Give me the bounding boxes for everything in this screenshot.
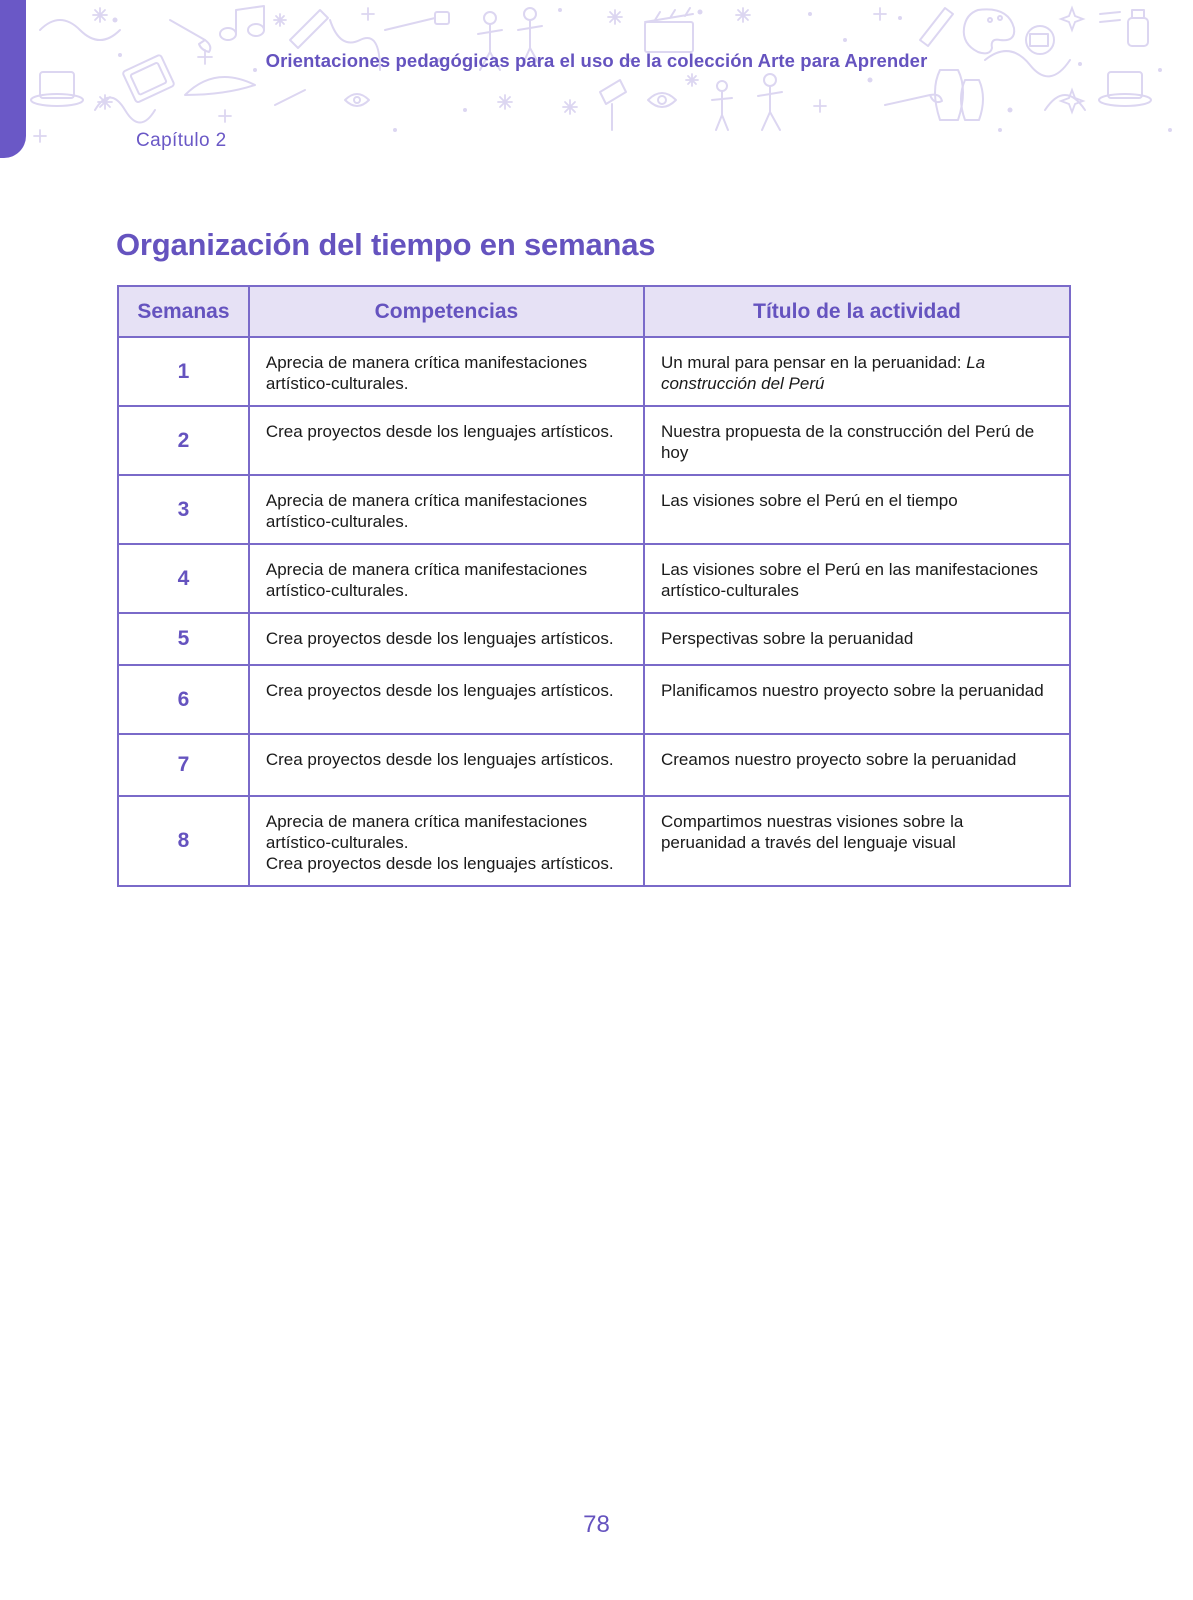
spotlight-icon xyxy=(600,80,626,130)
paintbrush-icon xyxy=(885,95,942,105)
titulo-cell xyxy=(644,665,1070,734)
titulo-text: Planificamos nuestro proyecto sobre la peruanidad xyxy=(660,681,1044,700)
titulo-italic-text: La construcción del Perú xyxy=(660,353,986,393)
table-header-row xyxy=(118,286,1070,337)
vase-icon xyxy=(935,70,983,120)
competencia-text: Aprecia de manera crítica manifestaciones artístico-culturales. xyxy=(265,491,588,531)
titulo-cell xyxy=(644,544,1070,613)
week-number: 1 xyxy=(118,337,249,406)
music-note-icon xyxy=(220,6,264,40)
competencia-cell xyxy=(249,337,644,406)
table-row xyxy=(118,734,1070,796)
titulo-text: Perspectivas sobre la peruanidad xyxy=(660,629,914,648)
titulo-text: Las visiones sobre el Perú en el tiempo xyxy=(660,491,958,510)
competencia-text: Crea proyectos desde los lenguajes artísticos. xyxy=(265,854,614,873)
titulo-cell xyxy=(644,475,1070,544)
spray-bottle-icon xyxy=(1100,10,1148,46)
table-row xyxy=(118,475,1070,544)
titulo-cell xyxy=(644,734,1070,796)
table-row xyxy=(118,406,1070,475)
column-header-titulo: Título de la actividad xyxy=(644,286,1070,337)
competencia-text: Crea proyectos desde los lenguajes artísticos. xyxy=(265,422,614,441)
column-header-semanas: Semanas xyxy=(118,286,249,337)
competencia-cell xyxy=(249,734,644,796)
competencia-text: Crea proyectos desde los lenguajes artísticos. xyxy=(265,750,614,769)
paint-tube-icon xyxy=(290,10,328,48)
week-number: 3 xyxy=(118,475,249,544)
competencia-text: Aprecia de manera crítica manifestaciones artístico-culturales. xyxy=(265,812,588,852)
top-hat-icon xyxy=(31,72,83,106)
week-number: 4 xyxy=(118,544,249,613)
titulo-cell xyxy=(644,406,1070,475)
section-heading: Organización del tiempo en semanas xyxy=(116,227,656,262)
chapter-tab-marker xyxy=(0,0,26,158)
titulo-cell xyxy=(644,337,1070,406)
table-row xyxy=(118,337,1070,406)
table-row xyxy=(118,544,1070,613)
competencia-cell xyxy=(249,613,644,665)
competencia-text: Crea proyectos desde los lenguajes artísticos. xyxy=(265,629,614,648)
paintbrush-icon xyxy=(170,20,210,52)
running-header-title: Orientaciones pedagógicas para el uso de la colección Arte para Aprender xyxy=(265,50,928,71)
titulo-text: Nuestra propuesta de la construcción del Perú de hoy xyxy=(660,422,1035,462)
competencia-cell xyxy=(249,544,644,613)
paint-tube-icon xyxy=(920,8,953,46)
week-number: 8 xyxy=(118,796,249,886)
top-hat-icon xyxy=(1099,72,1151,106)
eye-icon xyxy=(345,94,369,106)
page-number: 78 xyxy=(583,1511,610,1538)
titulo-text: Un mural para pensar en la peruanidad: xyxy=(660,353,967,372)
competencia-cell xyxy=(249,665,644,734)
table-row xyxy=(118,613,1070,665)
competencia-text: Aprecia de manera crítica manifestaciones artístico-culturales. xyxy=(265,353,588,393)
column-header-competencias: Competencias xyxy=(249,286,644,337)
competencia-text: Crea proyectos desde los lenguajes artísticos. xyxy=(265,681,614,700)
table-row xyxy=(118,665,1070,734)
eye-icon xyxy=(648,93,676,107)
week-number: 5 xyxy=(118,613,249,665)
chapter-label: Capítulo 2 xyxy=(136,130,227,151)
week-number: 2 xyxy=(118,406,249,475)
titulo-cell xyxy=(644,796,1070,886)
squiggle-icon xyxy=(40,20,120,40)
palette-icon xyxy=(964,9,1014,53)
competencia-cell xyxy=(249,796,644,886)
table-row xyxy=(118,796,1070,886)
week-number: 7 xyxy=(118,734,249,796)
titulo-text: Las visiones sobre el Perú en las manifestaciones artístico-culturales xyxy=(660,560,1039,600)
clapperboard-icon xyxy=(645,8,693,52)
week-number: 6 xyxy=(118,665,249,734)
dancer-icon xyxy=(758,74,782,130)
paintbrush-icon xyxy=(385,12,449,30)
competencia-cell xyxy=(249,475,644,544)
weeks-table xyxy=(117,285,1071,887)
dancer-icon xyxy=(712,81,732,130)
titulo-text: Creamos nuestro proyecto sobre la peruanidad xyxy=(660,750,1017,769)
competencia-cell xyxy=(249,406,644,475)
competencia-text: Aprecia de manera crítica manifestaciones artístico-culturales. xyxy=(265,560,588,600)
star-icon xyxy=(34,8,1083,142)
titulo-cell xyxy=(644,613,1070,665)
titulo-text: Compartimos nuestras visiones sobre la peruanidad a través del lenguaje visual xyxy=(660,812,964,852)
